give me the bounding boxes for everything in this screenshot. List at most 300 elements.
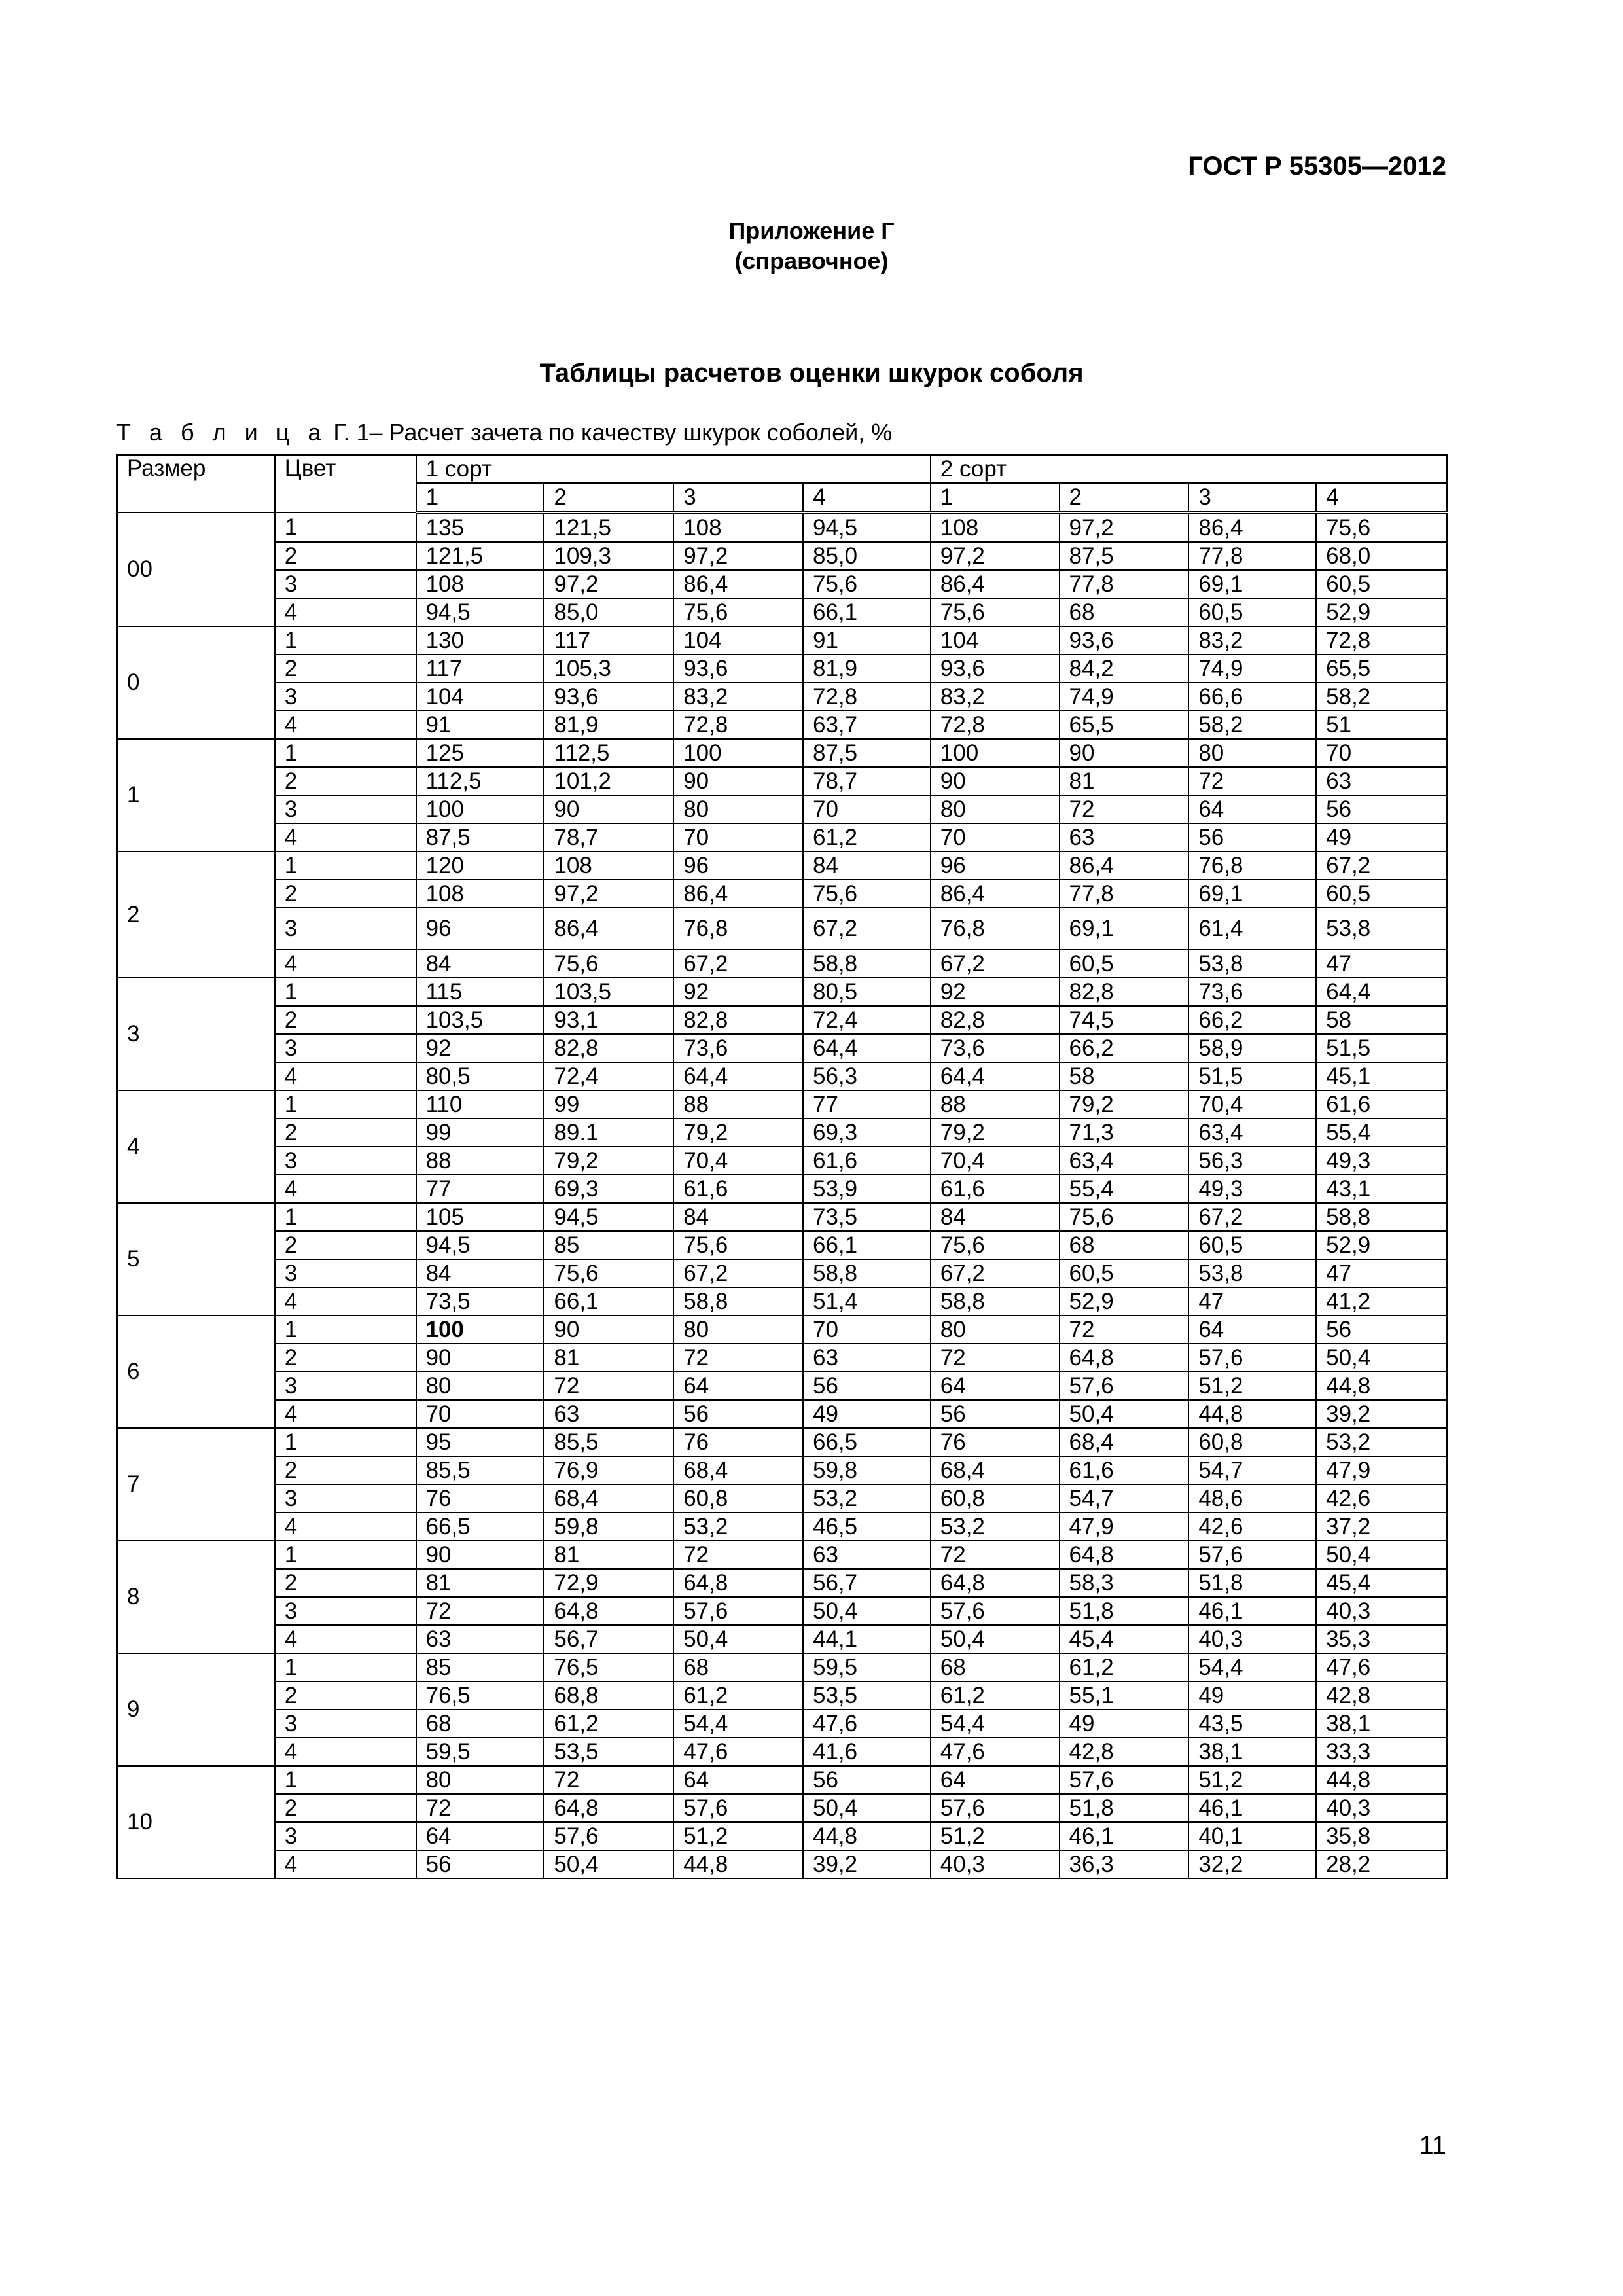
value-cell: 76,5 [416, 1681, 544, 1710]
value-cell: 78,7 [803, 767, 931, 795]
value-cell: 67,2 [1188, 1203, 1316, 1231]
table-row [117, 1400, 1447, 1428]
value-cell: 86,4 [931, 570, 1060, 598]
value-cell: 46,1 [1188, 1794, 1316, 1822]
table-row [117, 880, 1447, 908]
value-cell: 51,5 [1188, 1062, 1316, 1090]
table-row [117, 1119, 1447, 1147]
value-cell: 57,6 [931, 1597, 1060, 1625]
column-header-grade-1: 1 сорт [416, 455, 931, 483]
size-cell: 10 [117, 1766, 275, 1878]
value-cell: 72 [673, 1541, 803, 1569]
value-cell: 58,8 [803, 1259, 931, 1287]
document-title: Таблицы расчетов оценки шкурок соболя [539, 359, 1084, 387]
value-cell: 74,9 [1060, 683, 1189, 711]
value-cell: 50,4 [673, 1625, 803, 1653]
value-cell: 54,7 [1188, 1456, 1316, 1484]
value-cell: 64,8 [1060, 1344, 1189, 1372]
value-cell: 57,6 [1188, 1344, 1316, 1372]
size-cell: 5 [117, 1203, 275, 1316]
value-cell: 56,7 [803, 1569, 931, 1597]
value-cell: 68,4 [544, 1484, 673, 1513]
table-row [117, 767, 1447, 795]
value-cell: 54,7 [1060, 1484, 1189, 1513]
size-cell: 2 [117, 852, 275, 978]
value-cell: 63,4 [1188, 1119, 1316, 1147]
value-cell: 64,8 [544, 1597, 673, 1625]
color-cell: 2 [275, 767, 416, 795]
value-cell: 61,2 [1060, 1653, 1189, 1681]
value-cell: 100 [931, 739, 1060, 767]
table-row [117, 1794, 1447, 1822]
value-cell: 117 [544, 626, 673, 655]
value-cell: 68,4 [931, 1456, 1060, 1484]
value-cell: 110 [416, 1090, 544, 1119]
value-cell: 49 [803, 1400, 931, 1428]
value-cell: 72 [416, 1597, 544, 1625]
value-cell: 49,3 [1316, 1147, 1447, 1175]
value-cell: 50,4 [803, 1597, 931, 1625]
value-cell: 91 [416, 711, 544, 739]
value-cell: 38,1 [1316, 1710, 1447, 1738]
value-cell: 75,6 [544, 950, 673, 978]
table-row [117, 1344, 1447, 1372]
value-cell: 51,8 [1060, 1597, 1189, 1625]
value-cell: 82,8 [1060, 978, 1189, 1006]
standard-number: ГОСТ Р 55305—2012 [1188, 152, 1446, 181]
value-cell: 60,5 [1188, 598, 1316, 626]
value-cell: 63 [416, 1625, 544, 1653]
value-cell: 88 [673, 1090, 803, 1119]
value-cell: 80 [673, 795, 803, 823]
value-cell: 45,1 [1316, 1062, 1447, 1090]
value-cell: 49 [1188, 1681, 1316, 1710]
table-row [117, 1034, 1447, 1062]
table-row [117, 1681, 1447, 1710]
color-cell: 3 [275, 1710, 416, 1738]
value-cell: 66,5 [416, 1513, 544, 1541]
color-cell: 4 [275, 823, 416, 852]
value-cell: 80 [1188, 739, 1316, 767]
value-cell: 53,2 [673, 1513, 803, 1541]
value-cell: 100 [673, 739, 803, 767]
value-cell: 69,1 [1188, 570, 1316, 598]
value-cell: 77 [803, 1090, 931, 1119]
table-row [117, 1456, 1447, 1484]
value-cell: 121,5 [416, 542, 544, 570]
table-row [117, 1203, 1447, 1231]
value-cell: 57,6 [1060, 1766, 1189, 1794]
value-cell: 46,1 [1188, 1597, 1316, 1625]
value-cell: 54,4 [673, 1710, 803, 1738]
value-cell: 60,8 [1188, 1428, 1316, 1456]
value-cell: 64,4 [931, 1062, 1060, 1090]
value-cell: 39,2 [1316, 1400, 1447, 1428]
value-cell: 104 [931, 626, 1060, 655]
value-cell: 82,8 [931, 1006, 1060, 1034]
value-cell: 108 [931, 512, 1060, 542]
value-cell: 50,4 [1316, 1541, 1447, 1569]
table-row [117, 1541, 1447, 1569]
value-cell: 60,5 [1316, 570, 1447, 598]
color-cell: 3 [275, 570, 416, 598]
value-cell: 80 [673, 1316, 803, 1344]
value-cell: 64 [1188, 1316, 1316, 1344]
value-cell: 70 [803, 795, 931, 823]
subcolumn-header: 1 [931, 483, 1060, 512]
value-cell: 43,1 [1316, 1175, 1447, 1203]
value-cell: 56 [803, 1766, 931, 1794]
value-cell: 64,8 [931, 1569, 1060, 1597]
value-cell: 44,8 [803, 1822, 931, 1850]
value-cell: 69,1 [1188, 880, 1316, 908]
value-cell: 83,2 [1188, 626, 1316, 655]
color-cell: 3 [275, 1147, 416, 1175]
value-cell: 49 [1060, 1710, 1189, 1738]
value-cell: 47 [1316, 1259, 1447, 1287]
value-cell: 70 [1316, 739, 1447, 767]
value-cell: 96 [416, 908, 544, 950]
value-cell: 64,8 [544, 1794, 673, 1822]
value-cell: 99 [544, 1090, 673, 1119]
value-cell: 47,6 [803, 1710, 931, 1738]
value-cell: 104 [673, 626, 803, 655]
value-cell: 42,8 [1060, 1738, 1189, 1766]
color-cell: 3 [275, 1597, 416, 1625]
table-row [117, 823, 1447, 852]
value-cell: 72,4 [544, 1062, 673, 1090]
column-header-color: Цвет [275, 455, 416, 512]
table-row [117, 570, 1447, 598]
color-cell: 4 [275, 950, 416, 978]
table-row [117, 1316, 1447, 1344]
value-cell: 58,8 [803, 950, 931, 978]
page-number: 11 [1419, 2131, 1446, 2160]
value-cell: 67,2 [803, 908, 931, 950]
value-cell: 53,8 [1188, 1259, 1316, 1287]
table-row [117, 655, 1447, 683]
value-cell: 50,4 [931, 1625, 1060, 1653]
value-cell: 57,6 [931, 1794, 1060, 1822]
value-cell: 40,3 [1188, 1625, 1316, 1653]
value-cell: 84 [931, 1203, 1060, 1231]
value-cell: 103,5 [416, 1006, 544, 1034]
value-cell: 51,8 [1188, 1569, 1316, 1597]
table-row [117, 1625, 1447, 1653]
value-cell: 72 [1060, 1316, 1189, 1344]
value-cell: 75,6 [1316, 512, 1447, 542]
color-cell: 4 [275, 598, 416, 626]
color-cell: 1 [275, 512, 416, 542]
value-cell: 101,2 [544, 767, 673, 795]
color-cell: 3 [275, 683, 416, 711]
value-cell: 93,6 [1060, 626, 1189, 655]
table-row [117, 1513, 1447, 1541]
size-cell: 00 [117, 512, 275, 626]
color-cell: 2 [275, 1794, 416, 1822]
value-cell: 72 [1060, 795, 1189, 823]
value-cell: 56,3 [803, 1062, 931, 1090]
value-cell: 86,4 [1188, 512, 1316, 542]
color-cell: 4 [275, 1513, 416, 1541]
value-cell: 72 [1188, 767, 1316, 795]
value-cell: 94,5 [416, 598, 544, 626]
value-cell: 75,6 [1060, 1203, 1189, 1231]
value-cell: 70 [673, 823, 803, 852]
table-row [117, 1147, 1447, 1175]
value-cell: 130 [416, 626, 544, 655]
value-cell: 80,5 [416, 1062, 544, 1090]
value-cell: 64 [673, 1372, 803, 1400]
value-cell: 33,3 [1316, 1738, 1447, 1766]
value-cell: 39,2 [803, 1850, 931, 1878]
value-cell: 93,6 [673, 655, 803, 683]
value-cell: 64,4 [673, 1062, 803, 1090]
value-cell: 85 [544, 1231, 673, 1259]
subcolumn-header: 2 [1060, 483, 1189, 512]
appendix-title: Приложение Г [728, 217, 895, 244]
value-cell: 58,8 [673, 1287, 803, 1316]
value-cell: 77,8 [1188, 542, 1316, 570]
value-cell: 90 [931, 767, 1060, 795]
subcolumn-header: 3 [673, 483, 803, 512]
value-cell: 73,5 [416, 1287, 544, 1316]
value-cell: 81 [1060, 767, 1189, 795]
value-cell: 83,2 [931, 683, 1060, 711]
subcolumn-header: 1 [416, 483, 544, 512]
table-caption-label: Т а б л и ц а [116, 419, 327, 446]
value-cell: 61,2 [931, 1681, 1060, 1710]
value-cell: 70 [416, 1400, 544, 1428]
value-cell: 63 [544, 1400, 673, 1428]
table-row [117, 1850, 1447, 1878]
value-cell: 72,8 [673, 711, 803, 739]
value-cell: 108 [544, 852, 673, 880]
color-cell: 1 [275, 978, 416, 1006]
table-row [117, 1231, 1447, 1259]
value-cell: 50,4 [803, 1794, 931, 1822]
value-cell: 69,1 [1060, 908, 1189, 950]
value-cell: 125 [416, 739, 544, 767]
value-cell: 78,7 [544, 823, 673, 852]
value-cell: 88 [416, 1147, 544, 1175]
value-cell: 75,6 [931, 598, 1060, 626]
value-cell: 50,4 [1316, 1344, 1447, 1372]
value-cell: 72 [673, 1344, 803, 1372]
value-cell: 57,6 [544, 1822, 673, 1850]
table-row [117, 1062, 1447, 1090]
subcolumn-header: 3 [1188, 483, 1316, 512]
value-cell: 64,8 [673, 1569, 803, 1597]
size-cell: 0 [117, 626, 275, 739]
value-cell: 63 [803, 1541, 931, 1569]
value-cell: 65,5 [1316, 655, 1447, 683]
color-cell: 1 [275, 852, 416, 880]
table-row [117, 542, 1447, 570]
value-cell: 37,2 [1316, 1513, 1447, 1541]
column-header-size: Размер [117, 455, 275, 512]
table-row [117, 711, 1447, 739]
value-cell: 81,9 [803, 655, 931, 683]
value-cell: 90 [673, 767, 803, 795]
value-cell: 93,6 [544, 683, 673, 711]
value-cell: 58,2 [1188, 711, 1316, 739]
size-cell: 9 [117, 1653, 275, 1766]
value-cell: 66,1 [544, 1287, 673, 1316]
value-cell: 57,6 [673, 1794, 803, 1822]
value-cell: 76 [416, 1484, 544, 1513]
value-cell: 58 [1060, 1062, 1189, 1090]
column-header-grade-2: 2 сорт [931, 455, 1447, 483]
value-cell: 80 [416, 1372, 544, 1400]
value-cell: 42,6 [1316, 1484, 1447, 1513]
value-cell: 66,2 [1188, 1006, 1316, 1034]
size-cell: 3 [117, 978, 275, 1090]
value-cell: 89.1 [544, 1119, 673, 1147]
value-cell: 66,2 [1060, 1034, 1189, 1062]
table-row [117, 1766, 1447, 1794]
value-cell: 63,4 [1060, 1147, 1189, 1175]
appendix-subtitle: (справочное) [734, 247, 889, 274]
value-cell: 108 [416, 880, 544, 908]
value-cell: 48,6 [1188, 1484, 1316, 1513]
value-cell: 55,1 [1060, 1681, 1189, 1710]
color-cell: 2 [275, 542, 416, 570]
value-cell: 61,6 [1316, 1090, 1447, 1119]
value-cell: 40,3 [1316, 1794, 1447, 1822]
value-cell: 47,6 [1316, 1653, 1447, 1681]
value-cell: 41,6 [803, 1738, 931, 1766]
value-cell: 41,2 [1316, 1287, 1447, 1316]
value-cell: 68,4 [673, 1456, 803, 1484]
table-row [117, 1006, 1447, 1034]
value-cell: 85,5 [544, 1428, 673, 1456]
value-cell: 73,6 [931, 1034, 1060, 1062]
value-cell: 67,2 [1316, 852, 1447, 880]
color-cell: 1 [275, 1541, 416, 1569]
value-cell: 56 [673, 1400, 803, 1428]
color-cell: 4 [275, 1400, 416, 1428]
value-cell: 36,3 [1060, 1850, 1189, 1878]
value-cell: 120 [416, 852, 544, 880]
value-cell: 53,2 [1316, 1428, 1447, 1456]
value-cell: 46,5 [803, 1513, 931, 1541]
size-cell: 6 [117, 1316, 275, 1428]
value-cell: 43,5 [1188, 1710, 1316, 1738]
value-cell: 68 [673, 1653, 803, 1681]
color-cell: 1 [275, 1766, 416, 1794]
value-cell: 67,2 [931, 1259, 1060, 1287]
value-cell: 85,0 [544, 598, 673, 626]
value-cell: 44,8 [1188, 1400, 1316, 1428]
value-cell: 97,2 [931, 542, 1060, 570]
color-cell: 3 [275, 1372, 416, 1400]
value-cell: 46,1 [1060, 1822, 1189, 1850]
value-cell: 28,2 [1316, 1850, 1447, 1878]
value-cell: 51,2 [673, 1822, 803, 1850]
table-row [117, 1822, 1447, 1850]
value-cell: 32,2 [1188, 1850, 1316, 1878]
value-cell: 47,9 [1316, 1456, 1447, 1484]
table-row [117, 978, 1447, 1006]
value-cell: 99 [416, 1119, 544, 1147]
value-cell: 61,6 [1060, 1456, 1189, 1484]
value-cell: 51,4 [803, 1287, 931, 1316]
value-cell: 90 [1060, 739, 1189, 767]
value-cell: 50,4 [1060, 1400, 1189, 1428]
value-cell: 70,4 [931, 1147, 1060, 1175]
value-cell: 64 [416, 1822, 544, 1850]
value-cell: 76,8 [673, 908, 803, 950]
value-cell: 97,2 [544, 570, 673, 598]
value-cell: 56,7 [544, 1625, 673, 1653]
color-cell: 2 [275, 1569, 416, 1597]
value-cell: 68 [416, 1710, 544, 1738]
value-cell: 81 [544, 1541, 673, 1569]
value-cell: 58,8 [931, 1287, 1060, 1316]
table-row [117, 1597, 1447, 1625]
value-cell: 56 [931, 1400, 1060, 1428]
color-cell: 2 [275, 1231, 416, 1259]
value-cell: 56 [1316, 1316, 1447, 1344]
value-cell: 75,6 [803, 880, 931, 908]
value-cell: 58,9 [1188, 1034, 1316, 1062]
value-cell: 57,6 [673, 1597, 803, 1625]
value-cell: 44,1 [803, 1625, 931, 1653]
value-cell: 90 [544, 795, 673, 823]
value-cell: 63 [1316, 767, 1447, 795]
value-cell: 80 [931, 795, 1060, 823]
value-cell: 93,6 [931, 655, 1060, 683]
value-cell: 79,2 [931, 1119, 1060, 1147]
value-cell: 93,1 [544, 1006, 673, 1034]
value-cell: 84 [673, 1203, 803, 1231]
color-cell: 4 [275, 1062, 416, 1090]
value-cell: 72 [544, 1766, 673, 1794]
color-cell: 2 [275, 1344, 416, 1372]
value-cell: 64 [931, 1372, 1060, 1400]
value-cell: 67,2 [931, 950, 1060, 978]
value-cell: 72,4 [803, 1006, 931, 1034]
color-cell: 1 [275, 1428, 416, 1456]
value-cell: 61,2 [544, 1710, 673, 1738]
value-cell: 97,2 [1060, 512, 1189, 542]
value-cell: 50,4 [544, 1850, 673, 1878]
value-cell: 66,1 [803, 1231, 931, 1259]
sable-grading-table [116, 454, 1448, 1879]
value-cell: 72 [544, 1372, 673, 1400]
value-cell: 68,0 [1316, 542, 1447, 570]
value-cell: 72,9 [544, 1569, 673, 1597]
value-cell: 59,5 [416, 1738, 544, 1766]
value-cell: 57,6 [1188, 1541, 1316, 1569]
value-cell: 51,2 [931, 1822, 1060, 1850]
value-cell: 115 [416, 978, 544, 1006]
value-cell: 59,5 [803, 1653, 931, 1681]
color-cell: 3 [275, 1484, 416, 1513]
value-cell: 66,1 [803, 598, 931, 626]
value-cell: 103,5 [544, 978, 673, 1006]
table-row [117, 739, 1447, 767]
value-cell: 80 [416, 1766, 544, 1794]
table-row [117, 795, 1447, 823]
color-cell: 3 [275, 795, 416, 823]
value-cell: 45,4 [1060, 1625, 1189, 1653]
value-cell: 70 [931, 823, 1060, 852]
table-row [117, 683, 1447, 711]
value-cell: 100 [416, 795, 544, 823]
value-cell: 81,9 [544, 711, 673, 739]
